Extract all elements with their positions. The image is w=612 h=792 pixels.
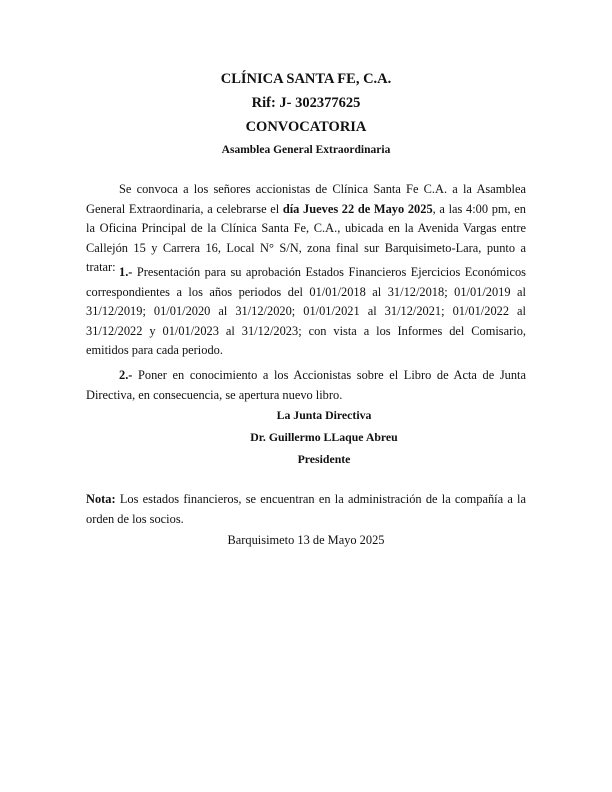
signature-board: La Junta Directiva — [276, 408, 372, 422]
agenda-item-number: 2.- — [119, 368, 133, 382]
company-rif: Rif: J- 302377625 — [251, 95, 361, 111]
note-paragraph — [86, 490, 526, 529]
convocation-text-end: , a las 4:00 pm, en la Oficina Principal de la Clínica Santa Fe, C.A., ubicada en la Avenida Vargas entre Callejón 15 y Carrera 16, Local N° S/N, zona final sur Barquisimeto-Lara, punto a tratar: — [86, 201, 526, 275]
signature-name: Dr. Guillermo LLaque Abreu — [250, 430, 398, 444]
agenda-item — [86, 263, 526, 361]
agenda-item-number: 1.- — [119, 265, 133, 279]
signature-role: Presidente — [297, 452, 351, 466]
document-title: CONVOCATORIA — [245, 119, 367, 135]
agenda-item-text: Presentación para su aprobación Estados Financieros Ejercicios Económicos correspondientes a los años periodos del 01/01/2018 al 31/12/2018; 01/01/2019 al 31/12/2019; 01/01/2020 al 31/12/2020; 01/01/2021 al 31/12/2021; 01/01/2022 al 31/12/2022 y 01/01/2023 al 31/12/2023; con vista a los Informes del Comisario, emitidos para cada periodo. — [86, 265, 526, 358]
note-text: Los estados financieros, se encuentran en la administración de la compañía a la orden de los socios. — [86, 492, 526, 526]
company-name: CLÍNICA SANTA FE, C.A. — [220, 71, 392, 87]
place-and-date: Barquisimeto 13 de Mayo 2025 — [227, 533, 385, 547]
note-label: Nota: — [86, 492, 116, 506]
agenda-item-text: Poner en conocimiento a los Accionistas sobre el Libro de Acta de Junta Directiva, en consecuencia, se apertura nuevo libro. — [86, 368, 526, 402]
assembly-subtitle: Asamblea General Extraordinaria — [221, 144, 391, 156]
agenda-item — [86, 366, 526, 405]
assembly-date: día Jueves 22 de Mayo 2025 — [282, 201, 433, 216]
convocation-text-start: Se convoca a los señores accionistas de Clínica Santa Fe C.A. a la Asamblea General Extraordinaria, a celebrarse el — [86, 182, 526, 216]
